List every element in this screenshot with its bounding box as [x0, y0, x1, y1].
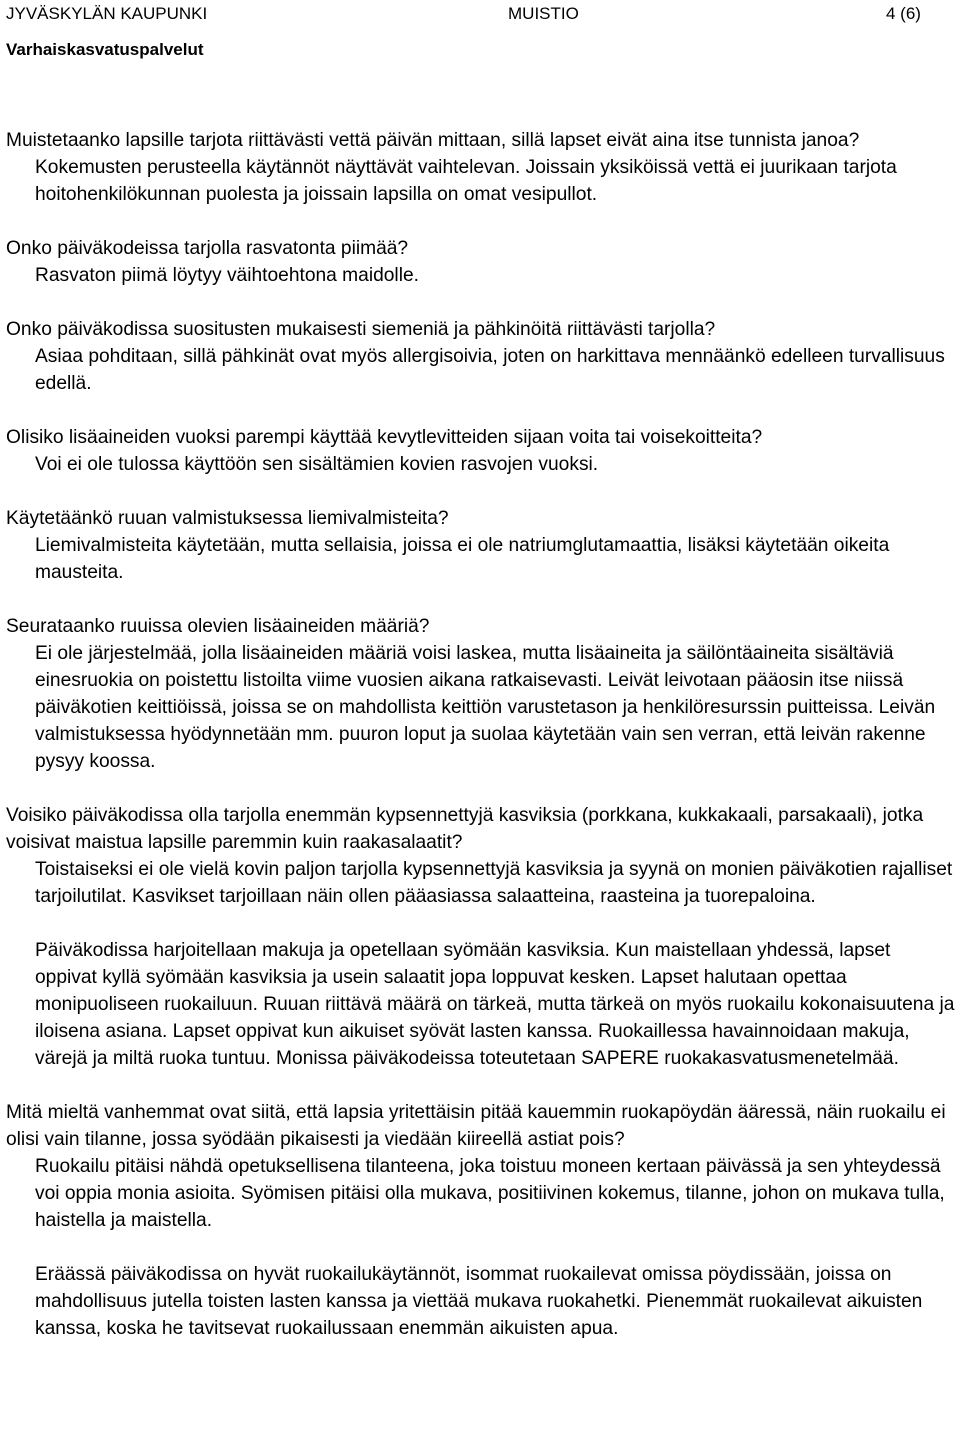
organization-name: JYVÄSKYLÄN KAUPUNKI: [6, 4, 208, 23]
answer-meal-duration: Ruokailu pitäisi nähdä opetuksellisena tilanteena, joka toistuu moneen kertaan päivässä ja sen yhteydessä voi oppia monia asioita. Syömisen pitäisi olla mukava, positiivinen kokemus, tilanne, johon on mukava tulla, haistella ja maistella.: [35, 1156, 945, 1231]
answer-cooked-vegetables: Toistaiseksi ei ole vielä kovin paljon tarjolla kypsennettyjä kasviksia ja syynä on monien päiväkotien rajalliset tarjoilutilat. Kasvikset tarjoillaan näin ollen pääasiassa salaatteina, raasteina ja tuorepaloina.: [35, 859, 953, 907]
question-broth: Käytetäänkö ruuan valmistuksessa liemivalmisteita?: [6, 508, 449, 529]
answer-butter: Voi ei ole tulossa käyttöön sen sisältämien kovien rasvojen vuoksi.: [35, 454, 599, 475]
question-butter: Olisiko lisäaineiden vuoksi parempi käyttää kevytlevitteiden sijaan voita tai voisekoitteita?: [6, 427, 763, 448]
question-additives: Seurataanko ruuissa olevien lisäaineiden määriä?: [6, 616, 430, 637]
paragraph-tasting: Päiväkodissa harjoitellaan makuja ja opetellaan syömään kasviksia. Kun maistellaan yhdessä, lapset oppivat kyllä syömään kasviksia ja usein salaatit jopa loppuvat kesken. Lapset halutaan opettaa monipuoliseen ruokailuun. Ruuan riittävä määrä on tärkeä, mutta tärkeä on myös ruokailu kokonaisuutena ja iloisena asiana. Lapset oppivat kun aikuiset syövät lasten kanssa. Ruokaillessa havainnoidaan makuja, värejä ja miltä ruoka tuntuu. Monissa päiväkodeissa toteutetaan SAPERE ruokakasvatusmenetelmää.: [35, 940, 955, 1069]
paragraph-good-practices: Eräässä päiväkodissa on hyvät ruokailukäytännöt, isommat ruokailevat omissa pöydissään, joissa on mahdollisuus jutella toisten lasten kanssa ja viettää mukava ruokahetki. Pienemmät ruokailevat aikuisten kanssa, koska he tavitsevat ruokailussaan enemmän aikuisten apua.: [35, 1264, 923, 1339]
question-meal-duration: Mitä mieltä vanhemmat ovat siitä, että lapsia yritettäisin pitää kauemmin ruokapöydän ääressä, näin ruokailu ei olisi vain tilanne, jossa syödään pikaisesti ja viedään kiireellä astiat pois?: [6, 1102, 946, 1150]
answer-water: Kokemusten perusteella käytännöt näyttävät vaihtelevan. Joissain yksiköissä vettä ei juurikaan tarjota hoitohenkilökunnan puolesta ja joissain lapsilla on omat vesipullot.: [35, 157, 897, 205]
document-type: MUISTIO: [508, 4, 579, 23]
question-skim-buttermilk: Onko päiväkodeissa tarjolla rasvatonta piimää?: [6, 238, 409, 259]
answer-seeds-nuts: Asiaa pohditaan, sillä pähkinät ovat myös allergisoivia, joten on harkittava mennäänkö edelleen turvallisuus edellä.: [35, 346, 945, 394]
question-seeds-nuts: Onko päiväkodissa suositusten mukaisesti siemeniä ja pähkinöitä riittävästi tarjolla?: [6, 319, 716, 340]
question-cooked-vegetables: Voisiko päiväkodissa olla tarjolla enemmän kypsennettyjä kasviksia (porkkana, kukkakaali, parsakaali), jotka voisivat maistua lapsille paremmin kuin raakasalaatit?: [6, 805, 924, 853]
answer-skim-buttermilk: Rasvaton piimä löytyy väihtoehtona maidolle.: [35, 265, 419, 286]
question-water: Muistetaanko lapsille tarjota riittävästi vettä päivän mittaan, sillä lapset eivät aina itse tunnista janoa?: [6, 130, 860, 151]
page-number: 4 (6): [886, 4, 921, 23]
department-name: Varhaiskasvatuspalvelut: [6, 40, 204, 59]
document-body: [6, 127, 956, 1342]
document-header: [6, 2, 946, 62]
answer-broth: Liemivalmisteita käytetään, mutta sellaisia, joissa ei ole natriumglutamaattia, lisäksi käytetään oikeita mausteita.: [35, 535, 890, 583]
answer-additives: Ei ole järjestelmää, jolla lisäaineiden määriä voisi laskea, mutta lisäaineita ja säilöntäaineita sisältäviä einesruokia on poistettu listoilta viime vuosien aikana ratkaisevasti. Leivät leivotaan pääosin itse niissä päiväkotien keittiöissä, joissa se on mahdollista keittiön varustetason ja henkilöresurssin puitteissa. Leivän valmistuksessa hyödynnetään mm. puuron loput ja suolaa käytetään vain sen verran, että leivän rakenne pysyy koossa.: [35, 643, 936, 772]
